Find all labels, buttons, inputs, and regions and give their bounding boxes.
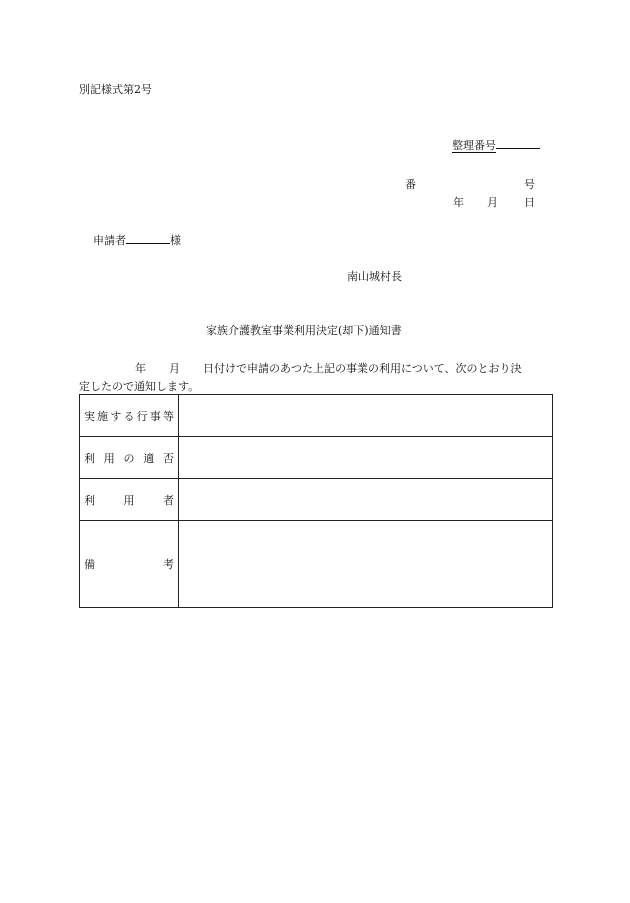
label-char: 行: [136, 409, 148, 423]
label-char: 者: [163, 493, 174, 507]
row-label-remarks-text: [84, 556, 174, 572]
row-label-user-text: [84, 492, 174, 508]
label-char: 等: [162, 409, 174, 423]
date-month: 月: [487, 196, 498, 209]
table-row: [80, 479, 553, 521]
label-char: の: [123, 451, 135, 465]
table-row: [80, 437, 553, 479]
number-go: 号: [524, 178, 535, 191]
applicant-suffix: 様: [170, 234, 181, 247]
date-day: 日: [524, 196, 535, 209]
reference-number: [452, 137, 540, 153]
label-char: 利: [84, 451, 95, 465]
row-label-approval-text: [84, 450, 174, 466]
label-char: 実: [84, 409, 95, 423]
row-value-event[interactable]: [179, 395, 553, 437]
label-char: 考: [163, 558, 174, 571]
reference-number-label: 整理番号: [452, 139, 496, 152]
row-label-remarks: [80, 521, 179, 608]
row-value-remarks[interactable]: [179, 521, 553, 608]
table-row: [80, 521, 553, 608]
applicant-blank: [126, 233, 170, 244]
issuer: 南山城村長: [347, 270, 402, 283]
reference-number-blank: [496, 138, 540, 149]
label-char: る: [123, 409, 135, 423]
label-char: 用: [103, 451, 115, 465]
label-char: す: [110, 409, 122, 423]
applicant-label: 申請者: [93, 234, 126, 247]
row-label-user: [80, 479, 179, 521]
row-value-user[interactable]: [179, 479, 553, 521]
number-ban: 番: [405, 178, 416, 191]
label-char: 施: [97, 409, 109, 423]
label-char: 事: [149, 409, 161, 423]
body-text-1: 日付けで申請のあつた上記の事業の利用について、次のとおり決: [203, 362, 522, 375]
label-char: 利: [84, 493, 95, 507]
body-line-2: 定したので通知します。: [79, 380, 200, 393]
applicant-line: [93, 232, 181, 248]
date-year: 年: [453, 196, 464, 209]
table-row: [80, 395, 553, 437]
info-table: [79, 394, 553, 608]
form-number: 別記様式第2号: [79, 83, 152, 96]
body-year: 年: [135, 362, 146, 375]
label-char: 適: [143, 451, 155, 465]
body-month: 月: [169, 362, 180, 375]
row-label-approval: [80, 437, 179, 479]
body-line-1: [79, 360, 522, 376]
document-title: 家族介護教室事業利用決定(却下)通知書: [206, 324, 402, 337]
label-char: 否: [163, 451, 174, 465]
row-value-approval[interactable]: [179, 437, 553, 479]
label-char: 備: [84, 558, 95, 571]
row-label-event: [80, 395, 179, 437]
row-label-event-text: [84, 408, 174, 424]
label-char: 用: [123, 493, 135, 507]
